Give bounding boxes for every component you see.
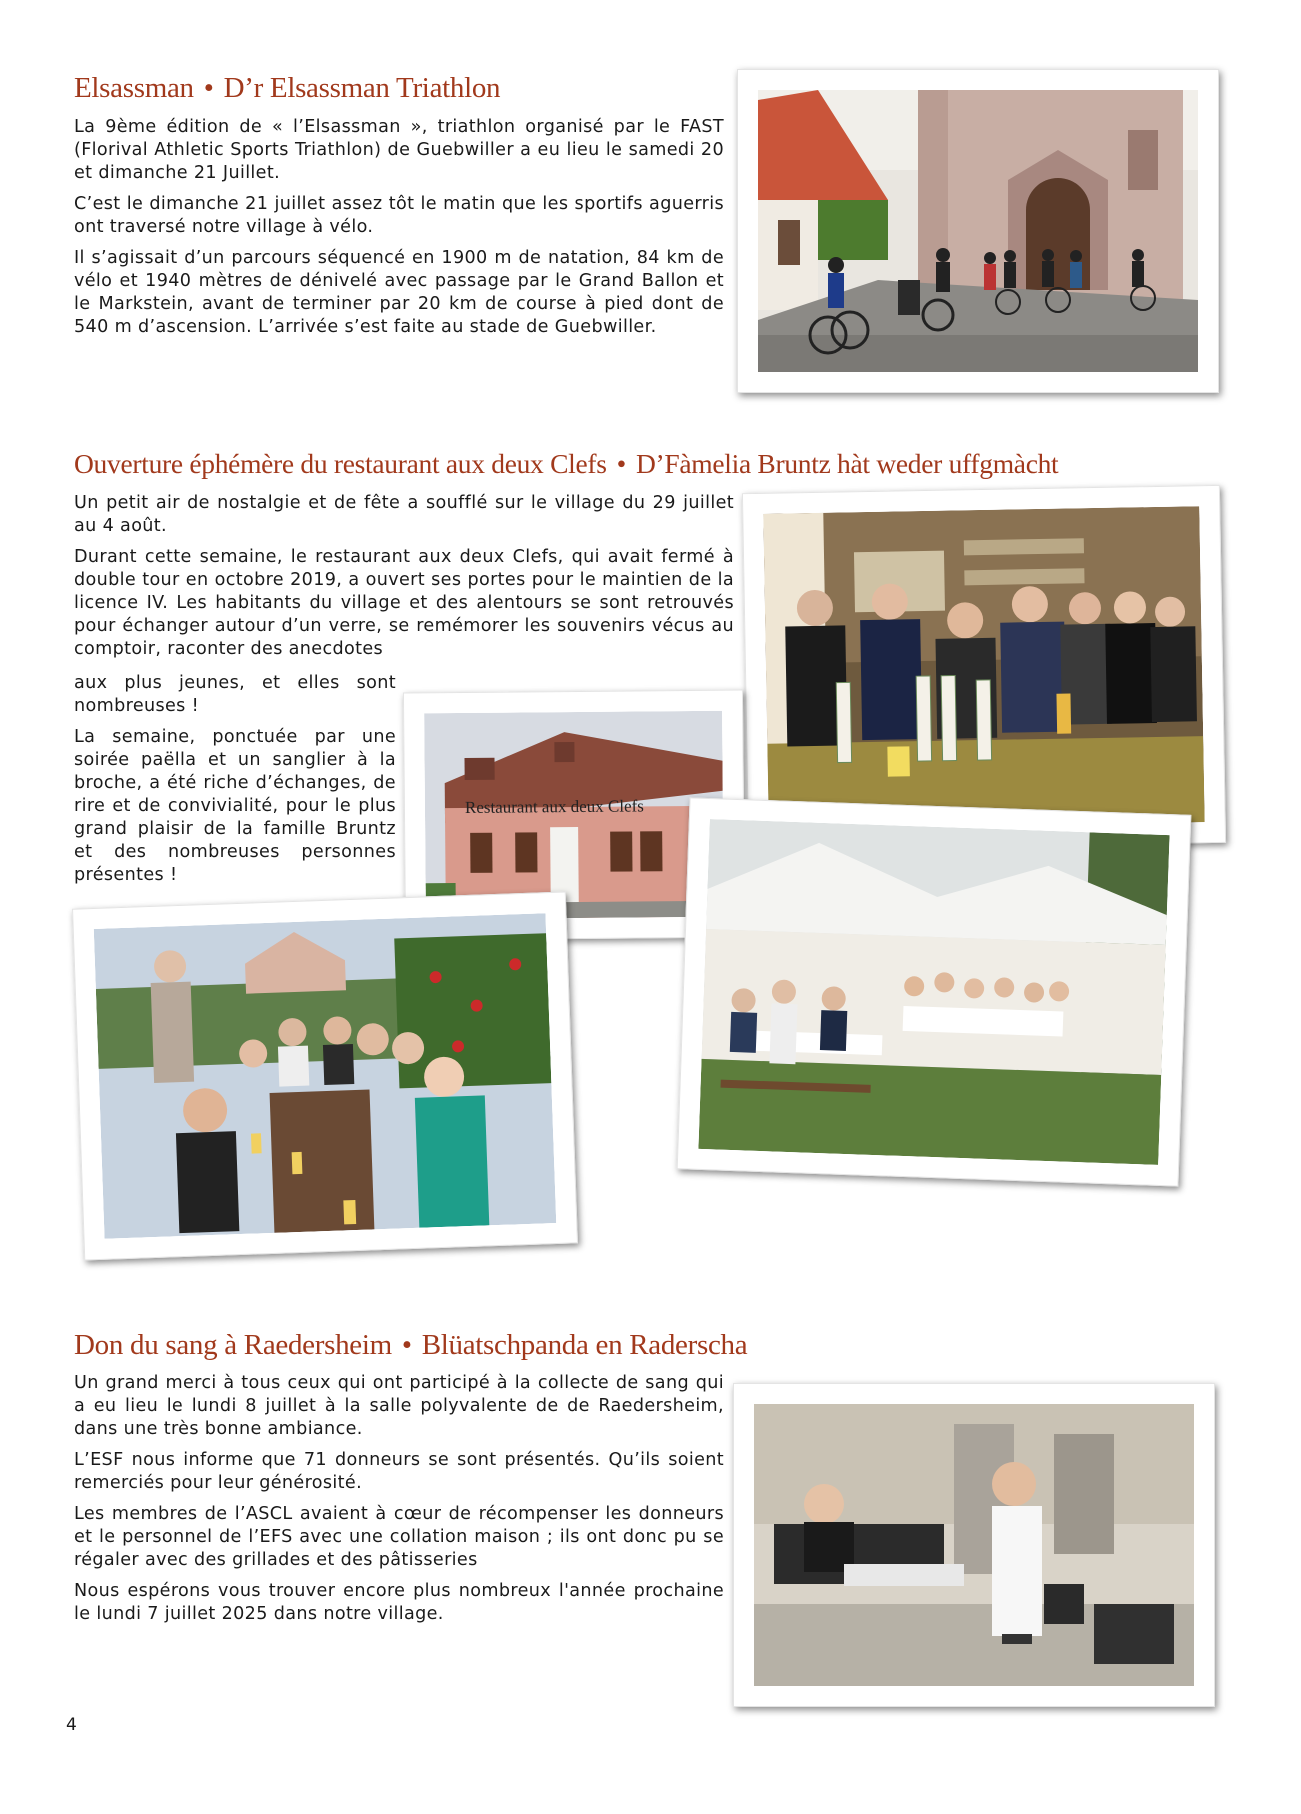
photo-blood-donation [733, 1383, 1215, 1707]
paragraph: aux plus jeunes, et elles sont nombreuses ! [74, 673, 396, 716]
paragraph: Les membres de l’ASCL avaient à cœur de récompenser les donneurs et le personnel de l’EFS avec une collation maison ; ils ont donc pu se régaler avec des grillades et des pâtisseries [74, 1504, 724, 1570]
title-alsatian: D’r Elsassman Triathlon [223, 72, 501, 104]
paragraph: Il s’agissait d’un parcours séquencé en 1900 m de natation, 84 km de vélo et 1940 mètres de dénivelé avec passage par le Grand Ballon et le Markstein, avant de terminer par 20 km de course à pied dont de 540 m d’ascension. L’arrivée s’est faite au stade de Guebwiller. [74, 248, 724, 337]
section-title-restaurant [74, 448, 1058, 480]
title-fr: Elsassman [74, 72, 194, 104]
title-alsatian: Blüatschpanda en Raderscha [421, 1329, 748, 1361]
article-restaurant-narrow [74, 672, 396, 895]
photo-cyclists-church [737, 69, 1219, 393]
title-separator: • [203, 72, 214, 104]
paragraph: Nous espérons vous trouver encore plus nombreux l'année prochaine le lundi 7 juillet 2025 dans notre village. [74, 1581, 724, 1624]
paragraph: C’est le dimanche 21 juillet assez tôt le matin que les sportifs aguerris ont traversé notre village à vélo. [74, 194, 724, 237]
title-separator: • [616, 448, 626, 479]
article-elsassman [74, 116, 724, 347]
title-separator: • [401, 1329, 412, 1361]
paragraph: Un grand merci à tous ceux qui ont participé à la collecte de sang qui a eu lieu le lundi 8 juillet à la salle polyvalente de de Raedersheim, dans une très bonne ambiance. [74, 1373, 724, 1439]
paragraph: Un petit air de nostalgie et de fête a soufflé sur le village du 29 juillet au 4 août. [74, 493, 734, 536]
photo-terrace-group [72, 891, 578, 1260]
paragraph: La 9ème édition de « l’Elsassman », triathlon organisé par le FAST (Florival Athletic Sports Triathlon) de Guebwiller a eu lieu le samedi 20 et dimanche 21 Juillet. [74, 117, 724, 183]
photo-tent-dinner [677, 797, 1192, 1186]
restaurant-sign: Restaurant aux deux Clefs [464, 796, 644, 817]
section-title-elsassman [74, 72, 500, 105]
title-fr: Ouverture éphémère du restaurant aux deux Clefs [74, 448, 607, 479]
title-fr: Don du sang à Raedersheim [74, 1329, 392, 1361]
paragraph: La semaine, ponctuée par une soirée paëlla et un sanglier à la broche, a été riche d’échanges, de rire et de convivialité, pour le plus grand plaisir de la famille Bruntz et des nombreuses personnes présentes ! [74, 727, 396, 885]
photo-bar-counter [742, 485, 1226, 851]
page-number: 4 [66, 1715, 77, 1735]
paragraph: Durant cette semaine, le restaurant aux deux Clefs, qui avait fermé à double tour en octobre 2019, a ouvert ses portes pour le maintien de la licence IV. Les habitants du village et des alentours se sont retrouvés pour échanger autour d’un verre, se remémorer les souvenirs vécus au comptoir, raconter des anecdotes [74, 547, 734, 659]
section-title-don-du-sang [74, 1329, 747, 1362]
article-restaurant-wide [74, 492, 734, 661]
title-alsatian: D’Fàmelia Bruntz hàt weder uffgmàcht [635, 448, 1059, 479]
article-don-du-sang [74, 1372, 724, 1634]
paragraph: L’ESF nous informe que 71 donneurs se sont présentés. Qu’ils soient remerciés pour leur générosité. [74, 1450, 724, 1493]
